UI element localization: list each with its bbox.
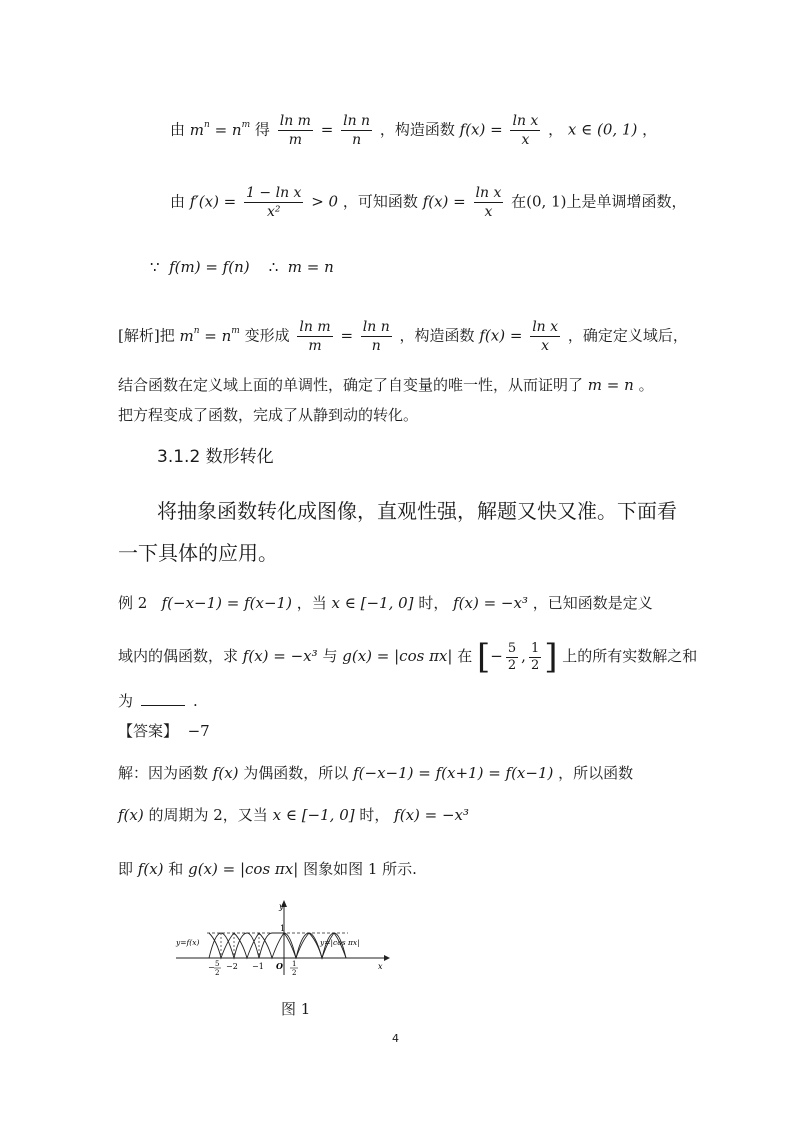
- fraction-lnx-x-2: $\frac{\text{ln x}}{x}$: [475, 185, 502, 220]
- analysis-line-3: 把方程变成了函数，完成了从静到动的转化。: [118, 406, 419, 424]
- y-axis-label: y: [279, 902, 284, 911]
- equation-mn: $m^n = n^m$: [189, 119, 251, 139]
- interval-left-fraction: $\frac{5}{2}$: [507, 640, 517, 673]
- derivation-line-3: ∵ f(m) = f(n) ∴ m = n: [150, 258, 334, 276]
- answer-blank: [141, 691, 185, 706]
- x-axis-arrow: [384, 955, 390, 961]
- section-heading: 3.1.2 数形转化: [157, 447, 274, 467]
- because-symbol: ∵: [150, 258, 160, 276]
- answer-value: −7: [187, 722, 210, 740]
- example-line-1: 例 2 f(−x−1) = f(x−1) ，当 x ∈ [−1, 0] 时， f(x) = −x³ ，已知函数是定义: [118, 594, 653, 612]
- function-graph-figure: [172, 897, 394, 977]
- solution-line-2: f(x) 的周期为 2，又当 x ∈ [−1, 0] 时， f(x) = −x³: [118, 806, 470, 824]
- tick-half-num: 1: [292, 960, 297, 968]
- fraction-lnm-m: $\frac{\text{ln m}}{m}$: [279, 113, 311, 148]
- answer-line: [118, 720, 210, 742]
- derivation-line-2: 由 f′(x) = $\frac{\text{1 − ln x}}{\text{x²}}$ > 0 ，可知函数 f(x) = $\frac{\text{ln x}}{x}$ 在(0, 1)上是单调增函数，: [170, 185, 687, 220]
- fraction-lnx-x: $\frac{\text{ln x}}{x}$: [512, 113, 539, 148]
- tick-neg52-num: 5: [215, 960, 220, 968]
- label-f: y=f(x): [176, 938, 200, 947]
- derivation-line-1: 由 $m^n = n^m$ 得 $\frac{\text{ln m}}{m}$ = $\frac{\text{ln n}}{n}$ ，构造函数 f(x) = $\frac{\text{ln x}}{x}$ ， x ∈ (0, 1) ，: [170, 113, 658, 148]
- analysis-line-1: [解析]把 $m^n = n^m$ 变形成 $\frac{\text{ln m}}{m}$ = $\frac{\text{ln n}}{n}$ ，构造函数 f(x) = $\frac{\text{ln x}}{x}$ ，确定定义域后，: [118, 319, 688, 354]
- example-line-3: 为 .: [118, 692, 198, 710]
- interval-right-fraction: $\frac{1}{2}$: [530, 640, 540, 673]
- fraction-derivative: $\frac{\text{1 − ln x}}{\text{x²}}$: [246, 185, 302, 220]
- page-number: 4: [392, 1032, 399, 1045]
- therefore-symbol: ∴: [268, 258, 279, 276]
- paragraph-line-2: 一下具体的应用。: [118, 541, 278, 565]
- tick-neg52-den: 2: [215, 969, 220, 977]
- solution-line-1: 解：因为函数 f(x) 为偶函数，所以 f(−x−1) = f(x+1) = f(x−1) ，所以函数: [118, 764, 634, 782]
- y-one-label: 1: [280, 924, 286, 933]
- solution-line-3: 即 f(x) 和 g(x) = |cos πx| 图象如图 1 所示.: [118, 860, 417, 878]
- x-axis-label: x: [378, 962, 383, 971]
- label-g: y=|cos πx|: [320, 938, 360, 947]
- tick-neg1: −1: [252, 962, 264, 971]
- tick-half-den: 2: [292, 969, 297, 977]
- paragraph-line-1: 将抽象函数转化成图像，直观性强，解题又快又准。下面看: [157, 499, 677, 523]
- example-line-2: 域内的偶函数，求 f(x) = −x³ 与 g(x) = |cos πx| 在 [− $\frac{5}{2}$ , $\frac{1}{2}$ ] 上的所有实数解之和: [118, 637, 698, 677]
- fraction-lnn-n: $\frac{\text{ln n}}{n}$: [343, 113, 371, 148]
- origin-label: O: [276, 961, 283, 971]
- tick-neg52-sign: −: [208, 963, 215, 972]
- figure-caption: 图 1: [281, 1000, 311, 1018]
- tick-neg2: −2: [226, 962, 238, 971]
- example-label: 例 2: [118, 594, 148, 612]
- analysis-line-2: 结合函数在定义域上面的单调性，确定了自变量的唯一性，从而证明了 m = n 。: [118, 376, 654, 394]
- answer-label: 【答案】: [118, 722, 179, 740]
